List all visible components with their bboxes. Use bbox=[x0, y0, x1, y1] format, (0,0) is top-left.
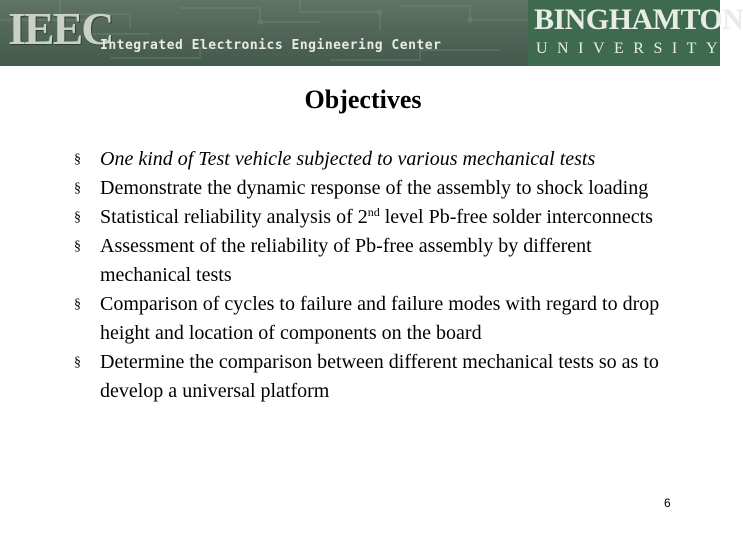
square-bullet-icon: § bbox=[74, 181, 81, 196]
square-bullet-icon: § bbox=[74, 152, 81, 167]
bullet-text: Demonstrate the dynamic response of the assembly to shock loading bbox=[100, 177, 649, 199]
list-item bbox=[74, 232, 664, 290]
bullet-text: Statistical reliability analysis of 2nd level Pb-free solder interconnects bbox=[100, 205, 653, 228]
university-name-line1: BINGHAMTON bbox=[534, 3, 743, 36]
list-item bbox=[74, 203, 664, 232]
list-item bbox=[74, 145, 664, 174]
square-bullet-icon: § bbox=[74, 297, 81, 312]
university-name-line2: UNIVERSITY bbox=[536, 40, 727, 57]
list-item bbox=[74, 348, 664, 406]
objectives-list bbox=[74, 145, 664, 406]
page-number: 6 bbox=[664, 496, 671, 510]
square-bullet-icon: § bbox=[74, 355, 81, 370]
square-bullet-icon: § bbox=[74, 239, 81, 254]
bullet-text: Comparison of cycles to failure and failure modes with regard to drop height and location of components on the board bbox=[100, 293, 660, 344]
center-name: Integrated Electronics Engineering Center bbox=[100, 38, 442, 53]
bullet-text: One kind of Test vehicle subjected to various mechanical tests bbox=[100, 148, 596, 170]
bullet-text: Assessment of the reliability of Pb-free assembly by different mechanical tests bbox=[100, 235, 592, 286]
list-item bbox=[74, 290, 664, 348]
header-banner bbox=[0, 0, 743, 66]
ieec-logo: IEEC bbox=[8, 3, 113, 54]
bullet-text: Determine the comparison between different mechanical tests so as to develop a universal platform bbox=[100, 351, 659, 402]
square-bullet-icon: § bbox=[74, 210, 81, 225]
list-item bbox=[74, 174, 664, 203]
slide-title: Objectives bbox=[304, 85, 422, 114]
superscript: nd bbox=[367, 205, 380, 219]
